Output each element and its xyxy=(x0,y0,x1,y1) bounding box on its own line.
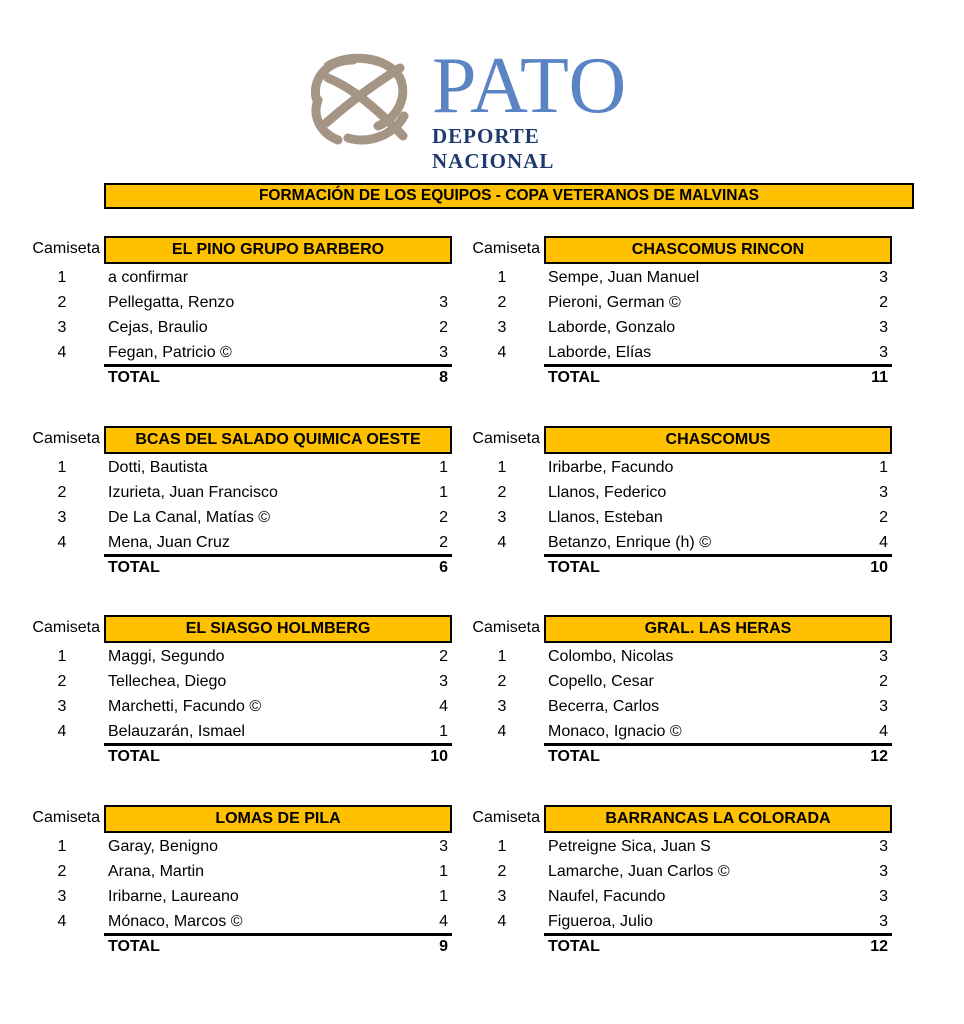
player-row xyxy=(24,909,452,934)
camiseta-label: Camiseta xyxy=(32,430,100,447)
player-row xyxy=(24,505,452,530)
total-row xyxy=(104,743,452,768)
player-row xyxy=(24,669,452,694)
team-name: LOMAS DE PILA xyxy=(104,805,452,833)
player-name: Sempe, Juan Manuel xyxy=(548,269,700,286)
camiseta-number: 4 xyxy=(57,913,67,930)
player-name: Llanos, Esteban xyxy=(548,509,663,526)
total-value: 10 xyxy=(430,748,448,765)
total-row xyxy=(104,364,452,389)
player-points: 1 xyxy=(439,459,448,476)
player-points: 4 xyxy=(439,913,448,930)
player-name: a confirmar xyxy=(108,269,189,286)
total-value: 11 xyxy=(871,369,888,386)
player-row xyxy=(24,340,452,365)
total-row xyxy=(544,364,892,389)
player-row xyxy=(464,884,892,909)
camiseta-label: Camiseta xyxy=(472,809,540,826)
player-row xyxy=(464,290,892,315)
camiseta-number: 1 xyxy=(57,269,67,286)
player-row xyxy=(464,315,892,340)
logo-tagline: DEPORTE NACIONAL xyxy=(432,124,555,173)
total-label: TOTAL xyxy=(548,559,600,576)
player-points: 3 xyxy=(879,888,888,905)
camiseta-number: 1 xyxy=(497,838,507,855)
camiseta-number: 3 xyxy=(57,319,67,336)
player-name: Fegan, Patricio © xyxy=(108,344,232,361)
player-row xyxy=(24,694,452,719)
player-row xyxy=(24,859,452,884)
camiseta-number: 4 xyxy=(497,913,507,930)
player-row xyxy=(24,290,452,315)
player-points: 3 xyxy=(439,838,448,855)
player-name: Belauzarán, Ismael xyxy=(108,723,245,740)
player-points: 2 xyxy=(879,294,888,311)
total-label: TOTAL xyxy=(108,748,160,765)
player-row xyxy=(464,909,892,934)
player-name: Laborde, Elías xyxy=(548,344,652,361)
player-points: 2 xyxy=(879,509,888,526)
total-label: TOTAL xyxy=(108,938,160,955)
camiseta-number: 4 xyxy=(497,534,507,551)
player-points: 2 xyxy=(439,648,448,665)
player-points: 2 xyxy=(439,509,448,526)
player-points: 3 xyxy=(439,294,448,311)
player-name: Tellechea, Diego xyxy=(108,673,227,690)
player-points: 3 xyxy=(879,913,888,930)
camiseta-number: 1 xyxy=(57,648,67,665)
player-name: Marchetti, Facundo © xyxy=(108,698,262,715)
player-name: Monaco, Ignacio © xyxy=(548,723,682,740)
camiseta-label: Camiseta xyxy=(32,240,100,257)
player-points: 3 xyxy=(439,344,448,361)
team-name: CHASCOMUS RINCON xyxy=(544,236,892,264)
team-block xyxy=(464,236,904,396)
player-row xyxy=(24,644,452,669)
player-points: 4 xyxy=(439,698,448,715)
camiseta-number: 1 xyxy=(497,269,507,286)
player-name: Mónaco, Marcos © xyxy=(108,913,243,930)
camiseta-number: 2 xyxy=(57,673,67,690)
player-points: 3 xyxy=(879,484,888,501)
team-name: BARRANCAS LA COLORADA xyxy=(544,805,892,833)
team-block xyxy=(24,426,464,586)
team-block xyxy=(464,615,904,775)
total-value: 8 xyxy=(439,369,448,386)
player-row xyxy=(464,530,892,555)
player-name: Iribarbe, Facundo xyxy=(548,459,674,476)
team-name: EL SIASGO HOLMBERG xyxy=(104,615,452,643)
total-row xyxy=(104,933,452,958)
player-name: Petreigne Sica, Juan S xyxy=(548,838,711,855)
player-points: 1 xyxy=(439,484,448,501)
player-points: 3 xyxy=(879,648,888,665)
camiseta-number: 2 xyxy=(57,294,67,311)
player-row xyxy=(464,834,892,859)
total-label: TOTAL xyxy=(548,748,600,765)
player-points: 1 xyxy=(879,459,888,476)
player-row xyxy=(464,455,892,480)
camiseta-number: 3 xyxy=(57,698,67,715)
camiseta-number: 4 xyxy=(497,723,507,740)
player-row xyxy=(24,884,452,909)
player-points: 4 xyxy=(879,723,888,740)
camiseta-number: 3 xyxy=(57,888,67,905)
camiseta-label: Camiseta xyxy=(32,619,100,636)
player-name: De La Canal, Matías © xyxy=(108,509,271,526)
player-name: Lamarche, Juan Carlos © xyxy=(548,863,730,880)
camiseta-number: 3 xyxy=(57,509,67,526)
player-name: Pieroni, German © xyxy=(548,294,681,311)
player-points: 3 xyxy=(879,863,888,880)
camiseta-number: 3 xyxy=(497,509,507,526)
player-points: 2 xyxy=(879,673,888,690)
camiseta-number: 1 xyxy=(57,838,67,855)
player-points: 3 xyxy=(879,838,888,855)
player-row xyxy=(464,644,892,669)
player-row xyxy=(464,480,892,505)
player-name: Mena, Juan Cruz xyxy=(108,534,230,551)
team-block xyxy=(24,236,464,396)
player-name: Becerra, Carlos xyxy=(548,698,660,715)
camiseta-number: 4 xyxy=(57,723,67,740)
camiseta-number: 3 xyxy=(497,888,507,905)
player-name: Maggi, Segundo xyxy=(108,648,225,665)
logo-wordmark: PATO xyxy=(432,42,628,130)
player-row xyxy=(464,669,892,694)
team-name: EL PINO GRUPO BARBERO xyxy=(104,236,452,264)
total-value: 10 xyxy=(870,559,888,576)
camiseta-label: Camiseta xyxy=(32,809,100,826)
player-name: Copello, Cesar xyxy=(548,673,654,690)
player-points: 2 xyxy=(439,319,448,336)
player-name: Laborde, Gonzalo xyxy=(548,319,676,336)
player-name: Dotti, Bautista xyxy=(108,459,208,476)
player-name: Iribarne, Laureano xyxy=(108,888,239,905)
player-name: Pellegatta, Renzo xyxy=(108,294,235,311)
camiseta-number: 4 xyxy=(57,344,67,361)
camiseta-number: 4 xyxy=(57,534,67,551)
player-name: Izurieta, Juan Francisco xyxy=(108,484,278,501)
total-row xyxy=(544,554,892,579)
pato-ball-icon xyxy=(308,48,418,148)
pato-logo xyxy=(308,42,668,173)
total-value: 12 xyxy=(870,938,888,955)
total-row xyxy=(104,554,452,579)
total-value: 9 xyxy=(439,938,448,955)
team-block xyxy=(464,805,904,965)
player-row xyxy=(24,719,452,744)
player-name: Llanos, Federico xyxy=(548,484,667,501)
player-points: 3 xyxy=(879,269,888,286)
player-points: 1 xyxy=(439,723,448,740)
player-row xyxy=(464,719,892,744)
camiseta-number: 1 xyxy=(497,459,507,476)
player-row xyxy=(464,505,892,530)
player-name: Naufel, Facundo xyxy=(548,888,666,905)
total-value: 6 xyxy=(439,559,448,576)
player-row xyxy=(24,834,452,859)
camiseta-number: 2 xyxy=(57,863,67,880)
player-points: 3 xyxy=(879,698,888,715)
player-row xyxy=(24,480,452,505)
player-points: 3 xyxy=(879,344,888,361)
player-points: 2 xyxy=(439,534,448,551)
player-row xyxy=(464,340,892,365)
camiseta-number: 2 xyxy=(497,673,507,690)
player-row xyxy=(24,315,452,340)
camiseta-number: 4 xyxy=(497,344,507,361)
player-points: 3 xyxy=(439,673,448,690)
camiseta-number: 1 xyxy=(497,648,507,665)
player-row xyxy=(24,530,452,555)
total-label: TOTAL xyxy=(548,369,600,386)
camiseta-number: 2 xyxy=(497,294,507,311)
team-name: GRAL. LAS HERAS xyxy=(544,615,892,643)
total-row xyxy=(544,933,892,958)
camiseta-number: 3 xyxy=(497,319,507,336)
player-points: 1 xyxy=(439,863,448,880)
total-row xyxy=(544,743,892,768)
team-name: BCAS DEL SALADO QUIMICA OESTE xyxy=(104,426,452,454)
team-name: CHASCOMUS xyxy=(544,426,892,454)
player-name: Figueroa, Julio xyxy=(548,913,653,930)
camiseta-label: Camiseta xyxy=(472,240,540,257)
player-points: 3 xyxy=(879,319,888,336)
camiseta-number: 2 xyxy=(57,484,67,501)
camiseta-label: Camiseta xyxy=(472,430,540,447)
player-name: Garay, Benigno xyxy=(108,838,218,855)
team-block xyxy=(24,615,464,775)
team-block xyxy=(464,426,904,586)
player-row xyxy=(464,859,892,884)
player-row xyxy=(24,455,452,480)
player-points: 1 xyxy=(439,888,448,905)
camiseta-number: 1 xyxy=(57,459,67,476)
camiseta-label: Camiseta xyxy=(472,619,540,636)
camiseta-number: 2 xyxy=(497,484,507,501)
player-name: Betanzo, Enrique (h) © xyxy=(548,534,711,551)
camiseta-number: 2 xyxy=(497,863,507,880)
total-label: TOTAL xyxy=(108,369,160,386)
player-row xyxy=(464,694,892,719)
player-row xyxy=(464,265,892,290)
total-label: TOTAL xyxy=(548,938,600,955)
player-name: Arana, Martin xyxy=(108,863,205,880)
camiseta-number: 3 xyxy=(497,698,507,715)
total-value: 12 xyxy=(870,748,888,765)
page-title: FORMACIÓN DE LOS EQUIPOS - COPA VETERANOS DE MALVINAS xyxy=(104,183,914,209)
player-row xyxy=(24,265,452,290)
player-name: Cejas, Braulio xyxy=(108,319,208,336)
total-label: TOTAL xyxy=(108,559,160,576)
team-block xyxy=(24,805,464,965)
player-name: Colombo, Nicolas xyxy=(548,648,674,665)
player-points: 4 xyxy=(879,534,888,551)
